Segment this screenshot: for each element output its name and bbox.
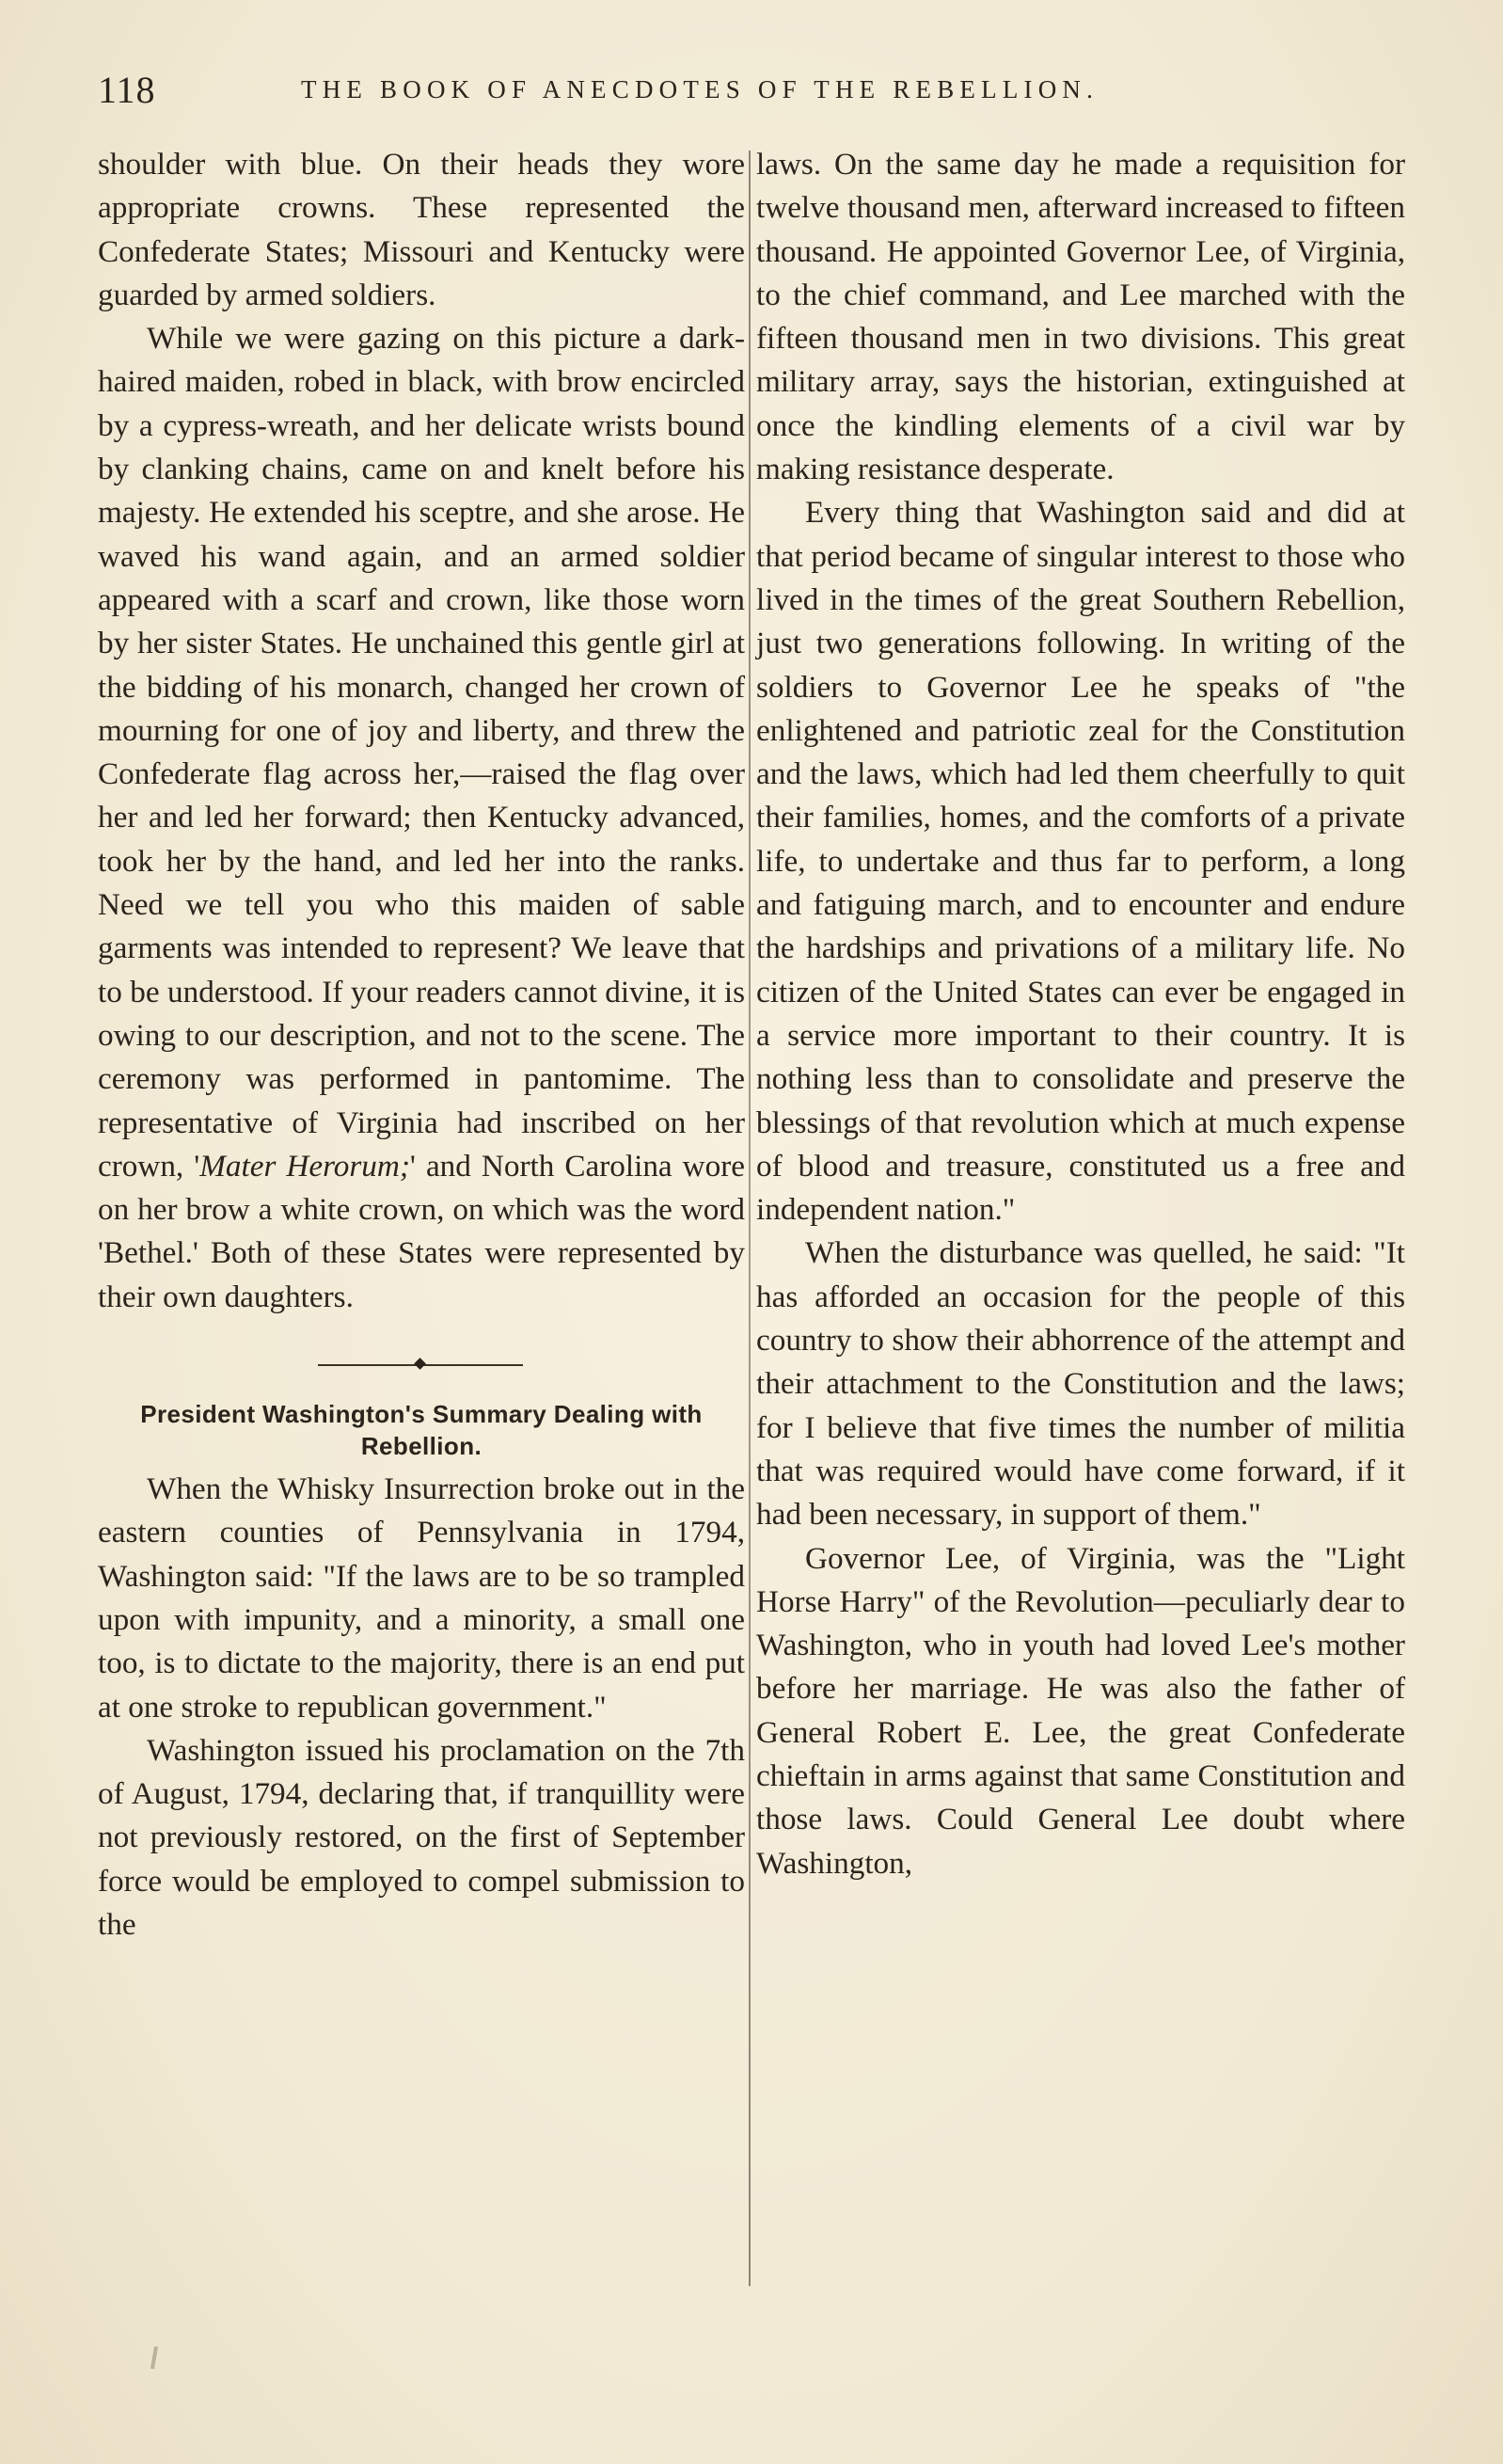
section-separator: [98, 1343, 745, 1387]
left-column: [98, 143, 745, 1947]
paragraph: Washington issued his proclamation on the 7th of August, 1794, declaring that, if tranquillity were not previously restored, on the first of September force would be employed to compel submission to the: [98, 1732, 745, 1942]
paragraph: When the Whisky Insurrection broke out in the eastern counties of Pennsylvania in 1794, Washington said: "If the laws are to be so trampled upon with impunity, and a minority, a small one too, is to dictate to the majority, there is an end put at one stroke to republican government.": [98, 1471, 745, 1725]
paragraph: shoulder with blue. On their heads they wore appropriate crowns. These represented the Confederate States; Missouri and Kentucky were guarded by armed soldiers.: [98, 147, 745, 312]
paragraph: While we were gazing on this picture a dark-haired maiden, robed in black, with brow encircled by a cypress-wreath, and her delicate wrists bound by clanking chains, came on and knelt before his majesty. He extended his sceptre, and she arose. He waved his wand again, and an armed soldier appeared with a scarf and crown, like those worn by her sister States. He unchained this gentle girl at the bidding of his monarch, changed her crown of mourning for one of joy and liberty, and threw the Confederate flag across her,—raised the flag over her and led her forward; then Kentucky advanced, took her by the hand, and led her into the ranks. Need we tell you who this maiden of sable garments was intended to represent? We leave that to be understood. If your readers cannot divine, it is owing to our description, and not to the scene. The ceremony was performed in pantomime. The representative of Virginia had inscribed on her crown, 'Mater Herorum;' and North Carolina wore on her brow a white crown, on which was the word 'Bethel.' Both of these States were represented by their own daughters.: [98, 321, 746, 1314]
running-title: THE BOOK OF ANECDOTES OF THE REBELLION.: [301, 75, 1100, 103]
right-column: [756, 143, 1405, 1885]
paragraph-text: and North Carolina wore on her brow a white crown, on which was the word 'Bethel.' Both of these States were represented by their own daughters.: [98, 1148, 746, 1314]
section-title: President Washington's Summary Dealing with Rebellion.: [140, 1400, 703, 1461]
paragraph: laws. On the same day he made a requisition for twelve thousand men, afterward increased to fifteen thousand. He appointed Governor Lee, of Virginia, to the chief command, and Lee marched with the fifteen thousand men in two divisions. This great military array, says the historian, extinguished at once the kindling elements of a civil war by making resistance desperate.: [756, 147, 1405, 487]
paragraph: Governor Lee, of Virginia, was the "Light Horse Harry" of the Revolution—peculiarly dear to Washington, who in youth had loved Lee's mother before her marriage. He was also the father of General Robert E. Lee, the great Confederate chieftain in arms against that same Constitution and those laws. Could General Lee doubt where Washington,: [756, 1540, 1405, 1881]
ink-mark: [150, 2346, 158, 2369]
paragraph: Every thing that Washington said and did at that period became of singular interest to those who lived in the times of the great Southern Rebellion, just two generations following. In writing of the soldiers to Governor Lee he speaks of "the enlightened and patriotic zeal for the Constitution and the laws, which had led them cheerfully to quit their families, homes, and the comforts of a private life, to undertake and thus far to perform, a long and fatiguing march, and to encounter and endure the hardships and privations of a military life. No citizen of the United States can ever be engaged in a service more important to their country. It is nothing less than to consolidate and preserve the blessings of that revolution which at much expense of blood and treasure, constituted us a free and independent nation.": [756, 495, 1405, 1228]
column-rule: [749, 151, 751, 2286]
page-number: 118: [98, 69, 156, 111]
separator-ornament: [414, 1358, 426, 1370]
page-header: [98, 68, 1410, 120]
crown-motto: Mater Herorum;: [199, 1148, 410, 1184]
paragraph: When the disturbance was quelled, he said: "It has afforded an occasion for the people of this country to show their abhorrence of the attempt and their attachment to the Constitution and the laws; for I believe that five times the number of militia that was required would have come forward, if it had been necessary, in support of them.": [756, 1235, 1405, 1533]
paragraph-text: While we were gazing on this picture a dark-haired maiden, robed in black, with brow encircled by a cypress-wreath, and her delicate wrists bound by clanking chains, came on and knelt before his majesty. He extended his sceptre, and she arose. He waved his wand again, and an armed soldier appeared with a scarf and crown, like those worn by her sister States. He unchained this gentle girl at the bidding of his monarch, changed her crown of mourning for one of joy and liberty, and threw the Confederate flag across her,—raised the flag over her and led her forward; then Kentucky advanced, took her by the hand, and led her into the ranks. Need we tell you who this maiden of sable garments was intended to represent? We leave that to be understood. If your readers cannot divine, it is owing to our description, and not to the scene. The ceremony was performed in pantomime. The representative of Virginia had inscribed on her crown,: [98, 321, 745, 1184]
